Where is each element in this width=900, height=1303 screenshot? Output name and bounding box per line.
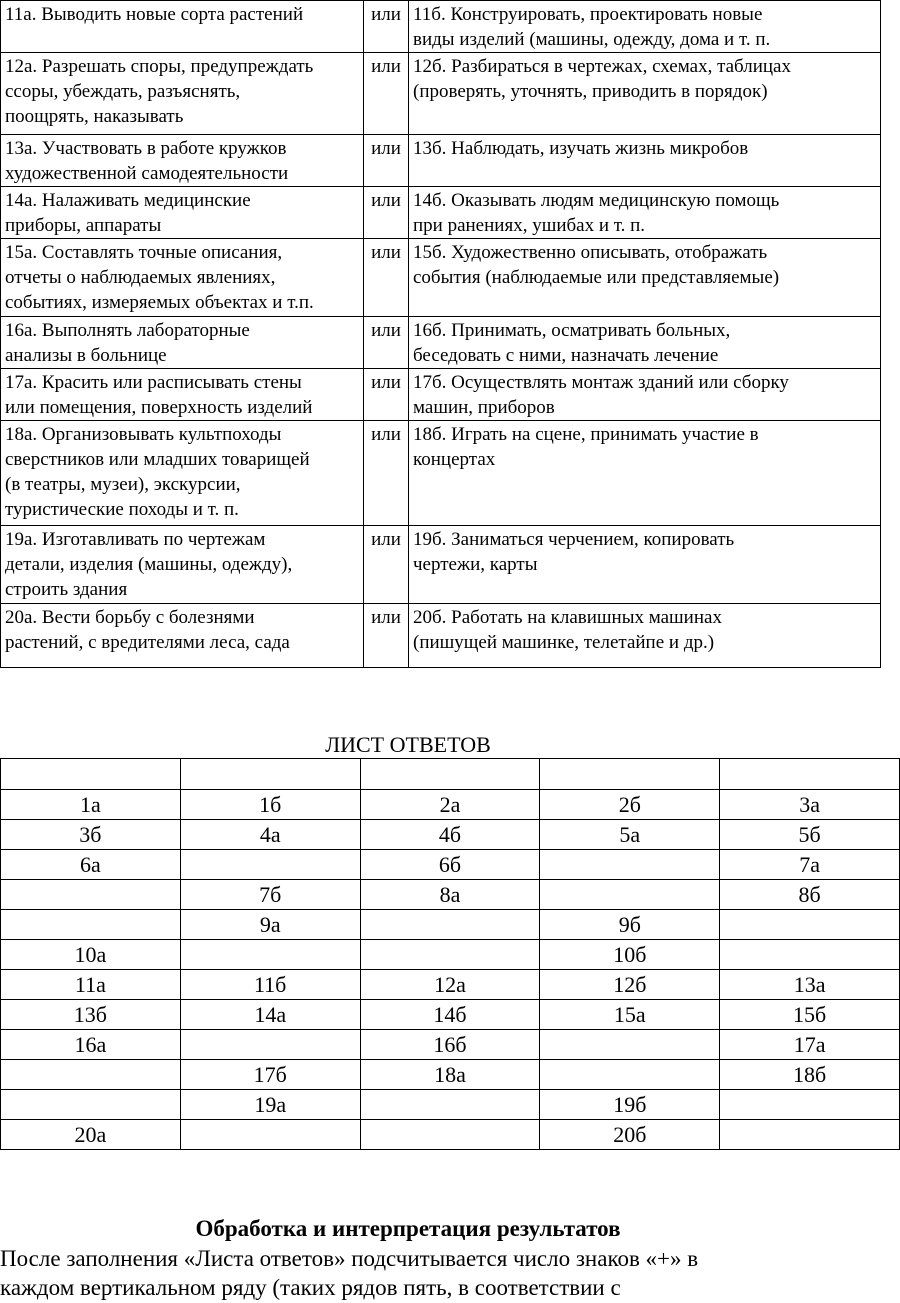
option-b-line: 17б. Осуществлять монтаж зданий или сборку bbox=[413, 372, 789, 393]
processing-title: Обработка и интерпретация результатов bbox=[195, 1216, 621, 1241]
question-row bbox=[1, 369, 881, 421]
answer-cell[interactable]: 17б bbox=[180, 1060, 360, 1090]
answer-cell[interactable]: 6б bbox=[360, 850, 540, 880]
answer-row bbox=[1, 850, 900, 880]
answer-cell[interactable]: 6а bbox=[1, 850, 181, 880]
answer-cell[interactable]: 2б bbox=[540, 790, 720, 820]
answer-cell[interactable] bbox=[180, 850, 360, 880]
or-label: или bbox=[364, 187, 409, 239]
question-row bbox=[1, 1, 881, 53]
answer-row bbox=[1, 790, 900, 820]
option-a-line: 15а. Составлять точные описания, bbox=[5, 242, 283, 263]
answer-cell[interactable] bbox=[180, 1120, 360, 1150]
option-b-line: концертах bbox=[413, 449, 496, 470]
question-option-a bbox=[1, 135, 364, 187]
option-a-line: или помещения, поверхность изделий bbox=[5, 397, 313, 418]
answer-cell[interactable] bbox=[720, 1090, 900, 1120]
answer-cell[interactable]: 19б bbox=[540, 1090, 720, 1120]
answer-cell[interactable]: 11а bbox=[1, 970, 181, 1000]
question-row bbox=[1, 53, 881, 135]
option-a-line: сверстников или младших товарищей bbox=[5, 449, 310, 470]
or-label: или bbox=[364, 604, 409, 668]
answer-cell[interactable]: 20б bbox=[540, 1120, 720, 1150]
answer-cell[interactable]: 10б bbox=[540, 940, 720, 970]
question-row bbox=[1, 317, 881, 369]
answer-row bbox=[1, 970, 900, 1000]
question-row bbox=[1, 421, 881, 526]
option-b-line: 15б. Художественно описывать, отображать bbox=[413, 242, 768, 263]
answer-cell[interactable] bbox=[720, 759, 900, 790]
answer-cell[interactable]: 16а bbox=[1, 1030, 181, 1060]
question-option-a bbox=[1, 604, 364, 668]
answer-cell[interactable]: 4б bbox=[360, 820, 540, 850]
processing-text bbox=[0, 1244, 900, 1302]
answer-cell[interactable] bbox=[360, 1120, 540, 1150]
question-row bbox=[1, 187, 881, 239]
question-row bbox=[1, 604, 881, 668]
option-b-line: машин, приборов bbox=[413, 397, 555, 418]
answer-cell[interactable]: 12а bbox=[360, 970, 540, 1000]
option-a-line: анализы в больнице bbox=[5, 345, 167, 366]
option-a-line: 11а. Выводить новые сорта растений bbox=[5, 4, 304, 25]
option-a-line: (в театры, музеи), экскурсии, bbox=[5, 474, 241, 495]
option-b-line: при ранениях, ушибах и т. п. bbox=[413, 215, 646, 236]
question-option-a bbox=[1, 1, 364, 53]
option-a-line: 19а. Изготавливать по чертежам bbox=[5, 529, 266, 550]
answer-cell[interactable]: 7б bbox=[180, 880, 360, 910]
or-label: или bbox=[364, 421, 409, 526]
questions-table-body bbox=[1, 1, 881, 668]
option-a-line: приборы, аппараты bbox=[5, 215, 162, 236]
question-option-a bbox=[1, 317, 364, 369]
answer-cell[interactable]: 13а bbox=[720, 970, 900, 1000]
option-a-line: 20а. Вести борьбу с болезнями bbox=[5, 607, 255, 628]
question-option-b bbox=[409, 1, 881, 53]
option-b-line: события (наблюдаемые или представляемые) bbox=[413, 267, 780, 288]
answer-cell[interactable]: 15б bbox=[720, 1000, 900, 1030]
option-b-line: 14б. Оказывать людям медицинскую помощь bbox=[413, 190, 780, 211]
option-a-line: поощрять, наказывать bbox=[5, 106, 184, 127]
question-option-a bbox=[1, 526, 364, 604]
answer-cell[interactable]: 14б bbox=[360, 1000, 540, 1030]
or-label: или bbox=[364, 135, 409, 187]
option-a-line: растений, с вредителями леса, сада bbox=[5, 632, 290, 653]
option-a-line: ссоры, убеждать, разъяснять, bbox=[5, 81, 241, 102]
answer-cell[interactable]: 18а bbox=[360, 1060, 540, 1090]
answer-cell[interactable] bbox=[360, 759, 540, 790]
answer-row bbox=[1, 880, 900, 910]
answer-cell[interactable] bbox=[1, 759, 181, 790]
or-label: или bbox=[364, 526, 409, 604]
answer-cell[interactable] bbox=[360, 1090, 540, 1120]
answer-cell[interactable] bbox=[180, 940, 360, 970]
answer-row bbox=[1, 1090, 900, 1120]
or-label: или bbox=[364, 239, 409, 317]
option-a-line: 17а. Красить или расписывать стены bbox=[5, 372, 302, 393]
answer-sheet-title: ЛИСТ ОТВЕТОВ bbox=[325, 732, 491, 757]
answer-row bbox=[1, 820, 900, 850]
answer-cell[interactable] bbox=[1, 1090, 181, 1120]
option-b-line: 16б. Принимать, осматривать больных, bbox=[413, 320, 731, 341]
question-option-b bbox=[409, 187, 881, 239]
answer-cell[interactable] bbox=[540, 1030, 720, 1060]
question-row bbox=[1, 135, 881, 187]
answer-cell[interactable]: 16б bbox=[360, 1030, 540, 1060]
option-a-line: художественной самодеятельности bbox=[5, 163, 289, 184]
answer-cell[interactable]: 8б bbox=[720, 880, 900, 910]
option-a-line: 13а. Участвовать в работе кружков bbox=[5, 138, 287, 159]
question-option-b bbox=[409, 369, 881, 421]
answer-cell[interactable] bbox=[1, 1060, 181, 1090]
option-b-line: 19б. Заниматься черчением, копировать bbox=[413, 529, 735, 550]
option-a-line: событиях, измеряемых объектах и т.п. bbox=[5, 292, 314, 313]
answer-cell[interactable]: 8а bbox=[360, 880, 540, 910]
answer-cell[interactable]: 9б bbox=[540, 910, 720, 940]
option-b-line: (проверять, уточнять, приводить в порядок) bbox=[413, 81, 768, 102]
or-label: или bbox=[364, 1, 409, 53]
answer-cell[interactable]: 20а bbox=[1, 1120, 181, 1150]
option-a-line: туристические походы и т. п. bbox=[5, 499, 239, 520]
question-option-a bbox=[1, 421, 364, 526]
question-option-a bbox=[1, 239, 364, 317]
answer-cell[interactable]: 17а bbox=[720, 1030, 900, 1060]
answer-cell[interactable]: 5б bbox=[720, 820, 900, 850]
option-a-line: 16а. Выполнять лабораторные bbox=[5, 320, 250, 341]
answer-cell[interactable] bbox=[360, 940, 540, 970]
answer-row bbox=[1, 1000, 900, 1030]
answer-cell[interactable]: 19а bbox=[180, 1090, 360, 1120]
question-option-a bbox=[1, 53, 364, 135]
option-b-line: 18б. Играть на сцене, принимать участие в bbox=[413, 424, 759, 445]
question-option-b bbox=[409, 421, 881, 526]
option-b-line: (пишущей машинке, телетайпе и др.) bbox=[413, 632, 715, 653]
answer-cell[interactable] bbox=[1, 910, 181, 940]
processing-text-line: каждом вертикальном ряду (таких рядов пять, в соответствии с bbox=[0, 1275, 621, 1300]
option-b-line: беседовать с ними, назначать лечение bbox=[413, 345, 719, 366]
question-row bbox=[1, 526, 881, 604]
answer-cell[interactable]: 13б bbox=[1, 1000, 181, 1030]
answer-row bbox=[1, 910, 900, 940]
option-a-line: 12а. Разрешать споры, предупреждать bbox=[5, 56, 314, 77]
option-a-line: детали, изделия (машины, одежду), bbox=[5, 554, 293, 575]
answer-cell[interactable] bbox=[180, 1030, 360, 1060]
answer-cell[interactable] bbox=[540, 759, 720, 790]
answer-cell[interactable] bbox=[1, 880, 181, 910]
answer-cell[interactable]: 10а bbox=[1, 940, 181, 970]
answer-cell[interactable]: 18б bbox=[720, 1060, 900, 1090]
or-label: или bbox=[364, 317, 409, 369]
question-option-b bbox=[409, 317, 881, 369]
answer-cell[interactable]: 4а bbox=[180, 820, 360, 850]
answer-cell[interactable] bbox=[720, 1120, 900, 1150]
option-b-line: чертежи, карты bbox=[413, 554, 538, 575]
option-a-line: 18а. Организовывать культпоходы bbox=[5, 424, 282, 445]
answer-cell[interactable] bbox=[180, 759, 360, 790]
answer-cell[interactable]: 7а bbox=[720, 850, 900, 880]
answer-cell[interactable]: 12б bbox=[540, 970, 720, 1000]
answer-cell[interactable] bbox=[720, 940, 900, 970]
answer-cell[interactable]: 3б bbox=[1, 820, 181, 850]
option-a-line: строить здания bbox=[5, 579, 128, 600]
question-option-b bbox=[409, 604, 881, 668]
answer-cell[interactable]: 5а bbox=[540, 820, 720, 850]
answer-cell[interactable]: 11б bbox=[180, 970, 360, 1000]
answer-row bbox=[1, 940, 900, 970]
or-label: или bbox=[364, 369, 409, 421]
processing-text-line: После заполнения «Листа ответов» подсчитывается число знаков «+» в bbox=[0, 1246, 699, 1271]
answer-row bbox=[1, 1060, 900, 1090]
or-label: или bbox=[364, 53, 409, 135]
option-b-line: 12б. Разбираться в чертежах, схемах, таблицах bbox=[413, 56, 791, 77]
answer-sheet-table bbox=[0, 758, 900, 1150]
question-option-a bbox=[1, 369, 364, 421]
answer-cell[interactable] bbox=[540, 880, 720, 910]
option-b-line: 13б. Наблюдать, изучать жизнь микробов bbox=[413, 138, 749, 159]
answer-sheet-body bbox=[1, 759, 900, 1150]
answer-cell[interactable]: 9а bbox=[180, 910, 360, 940]
answer-cell[interactable] bbox=[540, 1060, 720, 1090]
answer-cell[interactable] bbox=[540, 850, 720, 880]
answer-cell[interactable]: 2а bbox=[360, 790, 540, 820]
answer-row bbox=[1, 1030, 900, 1060]
answer-cell[interactable] bbox=[720, 910, 900, 940]
answer-cell[interactable]: 1б bbox=[180, 790, 360, 820]
option-b-line: 20б. Работать на клавишных машинах bbox=[413, 607, 722, 628]
option-a-line: 14а. Налаживать медицинские bbox=[5, 190, 251, 211]
question-row bbox=[1, 239, 881, 317]
question-option-b bbox=[409, 239, 881, 317]
answer-row bbox=[1, 759, 900, 790]
question-option-b bbox=[409, 135, 881, 187]
question-option-b bbox=[409, 526, 881, 604]
question-option-a bbox=[1, 187, 364, 239]
answer-cell[interactable]: 15а bbox=[540, 1000, 720, 1030]
question-option-b bbox=[409, 53, 881, 135]
answer-cell[interactable] bbox=[360, 910, 540, 940]
answer-cell[interactable]: 3а bbox=[720, 790, 900, 820]
answer-cell[interactable]: 14а bbox=[180, 1000, 360, 1030]
option-b-line: 11б. Конструировать, проектировать новые bbox=[413, 4, 763, 25]
answer-row bbox=[1, 1120, 900, 1150]
answer-cell[interactable]: 1а bbox=[1, 790, 181, 820]
option-a-line: отчеты о наблюдаемых явлениях, bbox=[5, 267, 276, 288]
option-b-line: виды изделий (машины, одежду, дома и т. п. bbox=[413, 29, 771, 50]
